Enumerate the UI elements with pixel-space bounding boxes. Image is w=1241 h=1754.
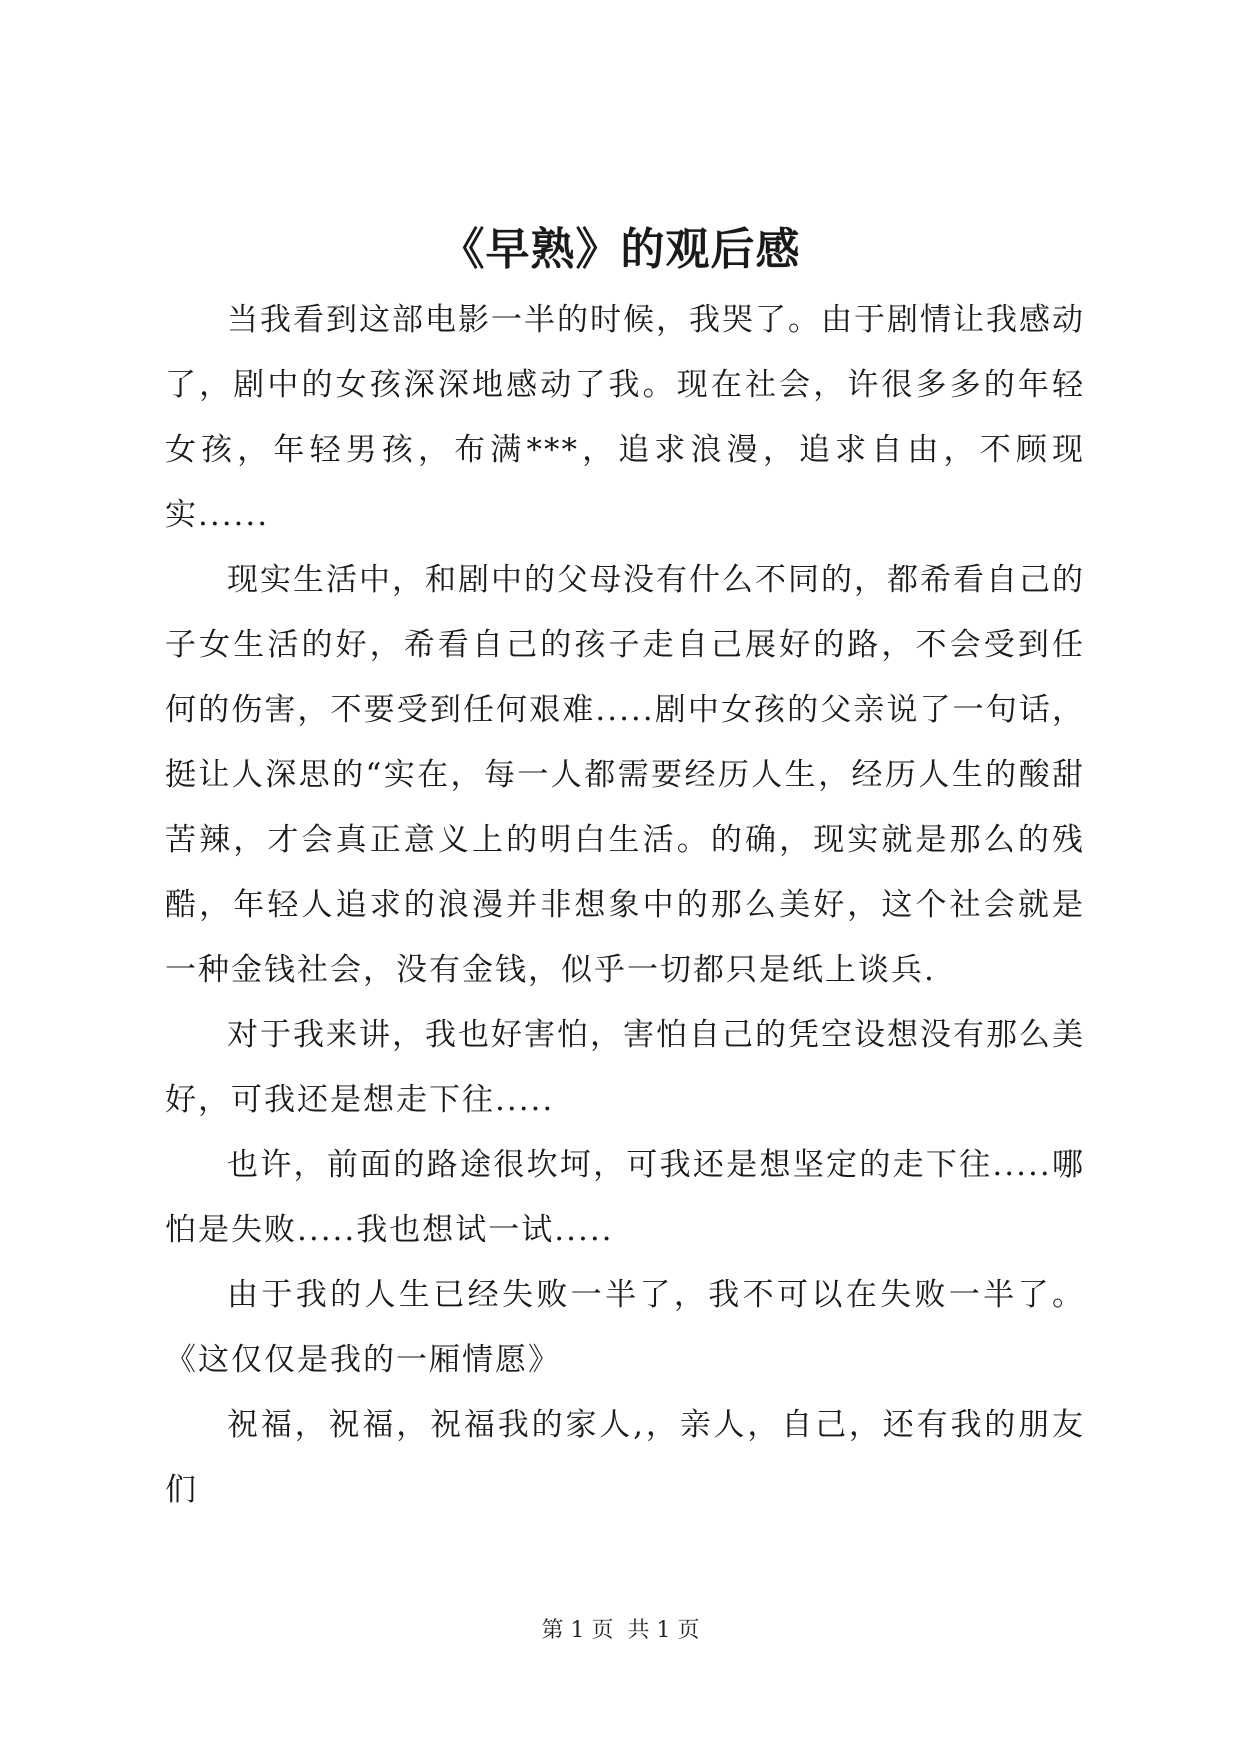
page-number-label: 第 1 页 共 1 页 <box>541 1618 700 1643</box>
paragraph-1: 当我看到这部电影一半的时候，我哭了。由于剧情让我感动了，剧中的女孩深深地感动了我。现在社会，许很多多的年轻女孩，年轻男孩，布满***，追求浪漫，追求自由，不顾现实...... <box>165 302 1085 533</box>
document-title: 《早熟》的观后感 <box>440 224 801 275</box>
paragraph-2: 现实生活中，和剧中的父母没有什么不同的，都希看自己的子女生活的好，希看自己的孩子走自己展好的路，不会受到任何的伤害，不要受到任何艰难.....剧中女孩的父亲说了一句话，挺让人深思的“实在，每一人都需要经历人生，经历人生的酸甜苦辣，才会真正意义上的明白生活。的确，现实就是那么的残酷，年轻人追求的浪漫并非想象中的那么美好，这个社会就是一种金钱社会，没有金钱，似乎一切都只是纸上谈兵. <box>165 562 1085 988</box>
paragraph-6: 祝福，祝福，祝福我的家人,，亲人，自己，还有我的朋友们 <box>165 1407 1085 1508</box>
document-body <box>165 288 1085 1523</box>
paragraph-4: 也许，前面的路途很坎坷，可我还是想坚定的走下往.....哪怕是失败.....我也想试一试..... <box>165 1147 1085 1248</box>
paragraph-5: 由于我的人生已经失败一半了，我不可以在失败一半了。《这仅仅是我的一厢情愿》 <box>165 1277 1085 1378</box>
page-footer <box>0 1616 1241 1646</box>
paragraph-3: 对于我来讲，我也好害怕，害怕自己的凭空设想没有那么美好，可我还是想走下往..... <box>165 1017 1085 1118</box>
